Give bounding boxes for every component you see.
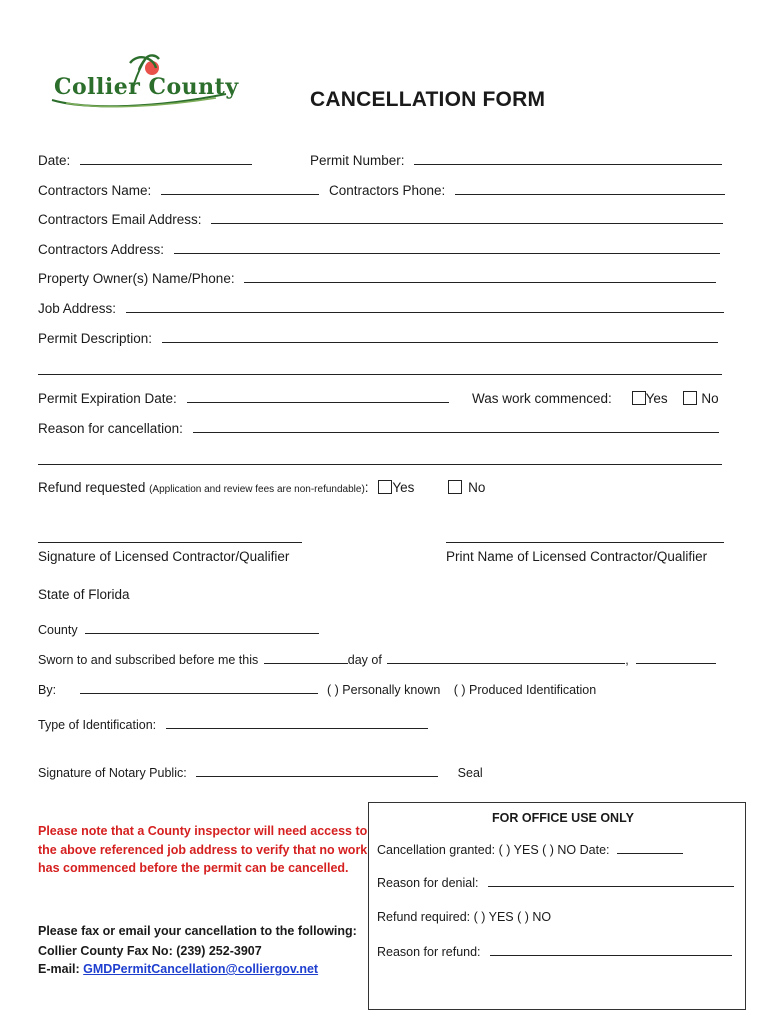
county-label: County xyxy=(38,623,78,637)
contractors-phone-row xyxy=(329,183,725,198)
personally-known-option[interactable]: ( ) Personally known xyxy=(327,683,441,697)
permit-description-field[interactable] xyxy=(162,342,718,343)
county-field[interactable] xyxy=(85,633,319,634)
reason-denial-row xyxy=(377,876,734,890)
refund-requested-row xyxy=(38,480,485,495)
notary-signature-field[interactable] xyxy=(196,776,438,777)
contractors-phone-field[interactable] xyxy=(455,194,725,195)
refund-no-label: No xyxy=(468,480,486,495)
refund-required-label: Refund required: ( ) YES ( ) NO xyxy=(377,910,552,924)
work-commenced-yes-label: Yes xyxy=(645,391,668,406)
date-label: Date: xyxy=(38,153,71,168)
permit-description-line-2[interactable] xyxy=(38,374,722,375)
email-label: E-mail: xyxy=(38,962,80,976)
permit-expiration-field[interactable] xyxy=(187,402,449,403)
collier-county-logo xyxy=(46,54,239,110)
work-commenced-label: Was work commenced: xyxy=(472,391,612,406)
by-field[interactable] xyxy=(80,693,318,694)
produced-id-option[interactable]: ( ) Produced Identification xyxy=(453,683,597,697)
work-commenced-no-checkbox[interactable] xyxy=(683,391,697,405)
reason-refund-row xyxy=(377,945,732,959)
reason-cancellation-field[interactable] xyxy=(193,432,719,433)
type-id-row xyxy=(38,718,428,732)
refund-note: (Application and review fees are non-refundable) xyxy=(149,484,365,495)
signature-contractor-line[interactable] xyxy=(38,542,302,543)
property-owner-label: Property Owner(s) Name/Phone: xyxy=(38,271,235,286)
type-id-label: Type of Identification: xyxy=(38,718,157,732)
work-commenced-yes-checkbox[interactable] xyxy=(632,391,646,405)
by-row xyxy=(38,683,596,697)
job-address-row xyxy=(38,301,724,316)
sworn-row xyxy=(38,653,716,667)
office-use-box xyxy=(368,802,746,1010)
refund-colon: : xyxy=(364,480,369,495)
contractors-name-row xyxy=(38,183,319,198)
fax-number: Collier County Fax No: (239) 252-3907 xyxy=(38,944,262,958)
contractors-email-field[interactable] xyxy=(211,223,723,224)
notice-line-3: has commenced before the permit can be cancelled. xyxy=(38,861,349,875)
contractors-address-field[interactable] xyxy=(174,253,720,254)
permit-expiration-row xyxy=(38,391,449,406)
reason-refund-field[interactable] xyxy=(490,955,732,956)
contractors-phone-label: Contractors Phone: xyxy=(329,183,446,198)
permit-number-row xyxy=(310,153,722,168)
contractors-name-field[interactable] xyxy=(161,194,319,195)
permit-number-label: Permit Number: xyxy=(310,153,405,168)
notice-line-1: Please note that a County inspector will need access to xyxy=(38,824,368,838)
reason-cancellation-label: Reason for cancellation: xyxy=(38,421,183,436)
refund-yes-checkbox[interactable] xyxy=(378,480,392,494)
reason-cancellation-row xyxy=(38,421,719,436)
contractors-address-label: Contractors Address: xyxy=(38,242,165,257)
inspector-notice xyxy=(38,822,367,878)
notice-line-2: the above referenced job address to verify that no work xyxy=(38,842,368,857)
reason-denial-field[interactable] xyxy=(488,886,734,887)
permit-description-label: Permit Description: xyxy=(38,331,153,346)
reason-refund-label: Reason for refund: xyxy=(377,945,481,959)
permit-description-row xyxy=(38,331,718,346)
print-name-line[interactable] xyxy=(446,542,724,543)
sworn-comma: , xyxy=(625,653,629,667)
office-heading: FOR OFFICE USE ONLY xyxy=(492,811,634,825)
job-address-label: Job Address: xyxy=(38,301,117,316)
sworn-day-field[interactable] xyxy=(264,663,348,664)
page-title: CANCELLATION FORM xyxy=(310,88,546,111)
date-field[interactable] xyxy=(80,164,252,165)
refund-requested-label: Refund requested xyxy=(38,480,146,495)
notary-signature-label: Signature of Notary Public: xyxy=(38,766,187,780)
sworn-year-field[interactable] xyxy=(636,663,716,664)
date-row xyxy=(38,153,252,168)
job-address-field[interactable] xyxy=(126,312,724,313)
by-label: By: xyxy=(38,683,57,697)
contractors-address-row xyxy=(38,242,720,257)
county-row xyxy=(38,623,319,637)
sworn-month-field[interactable] xyxy=(387,663,625,664)
type-id-field[interactable] xyxy=(166,728,428,729)
cancellation-date-field[interactable] xyxy=(617,853,683,854)
reason-cancellation-line-2[interactable] xyxy=(38,464,722,465)
email-link[interactable]: GMDPermitCancellation@colliergov.net xyxy=(83,962,319,976)
email-row xyxy=(38,962,318,976)
sworn-label: Sworn to and subscribed before me this xyxy=(38,653,259,667)
print-name-label: Print Name of Licensed Contractor/Qualifier xyxy=(446,549,708,564)
day-of-label: day of xyxy=(347,653,382,667)
logo-text: Collier County xyxy=(54,74,239,100)
contractors-email-row xyxy=(38,212,723,227)
seal-label: Seal xyxy=(457,766,483,780)
cancellation-granted-label: Cancellation granted: ( ) YES ( ) NO Date: xyxy=(377,843,610,857)
permit-expiration-label: Permit Expiration Date: xyxy=(38,391,177,406)
state-label: State of Florida xyxy=(38,587,130,602)
property-owner-field[interactable] xyxy=(244,282,716,283)
refund-no-checkbox[interactable] xyxy=(448,480,462,494)
contact-heading: Please fax or email your cancellation to the following: xyxy=(38,924,357,938)
property-owner-row xyxy=(38,271,716,286)
contractors-email-label: Contractors Email Address: xyxy=(38,212,202,227)
work-commenced-row xyxy=(472,391,719,406)
cancellation-granted-row xyxy=(377,843,683,857)
signature-contractor-label: Signature of Licensed Contractor/Qualifier xyxy=(38,549,290,564)
refund-yes-label: Yes xyxy=(392,480,415,495)
notary-signature-row xyxy=(38,766,483,780)
work-commenced-no-label: No xyxy=(701,391,719,406)
refund-required-row xyxy=(377,910,551,924)
contractors-name-label: Contractors Name: xyxy=(38,183,152,198)
reason-denial-label: Reason for denial: xyxy=(377,876,479,890)
permit-number-field[interactable] xyxy=(414,164,722,165)
